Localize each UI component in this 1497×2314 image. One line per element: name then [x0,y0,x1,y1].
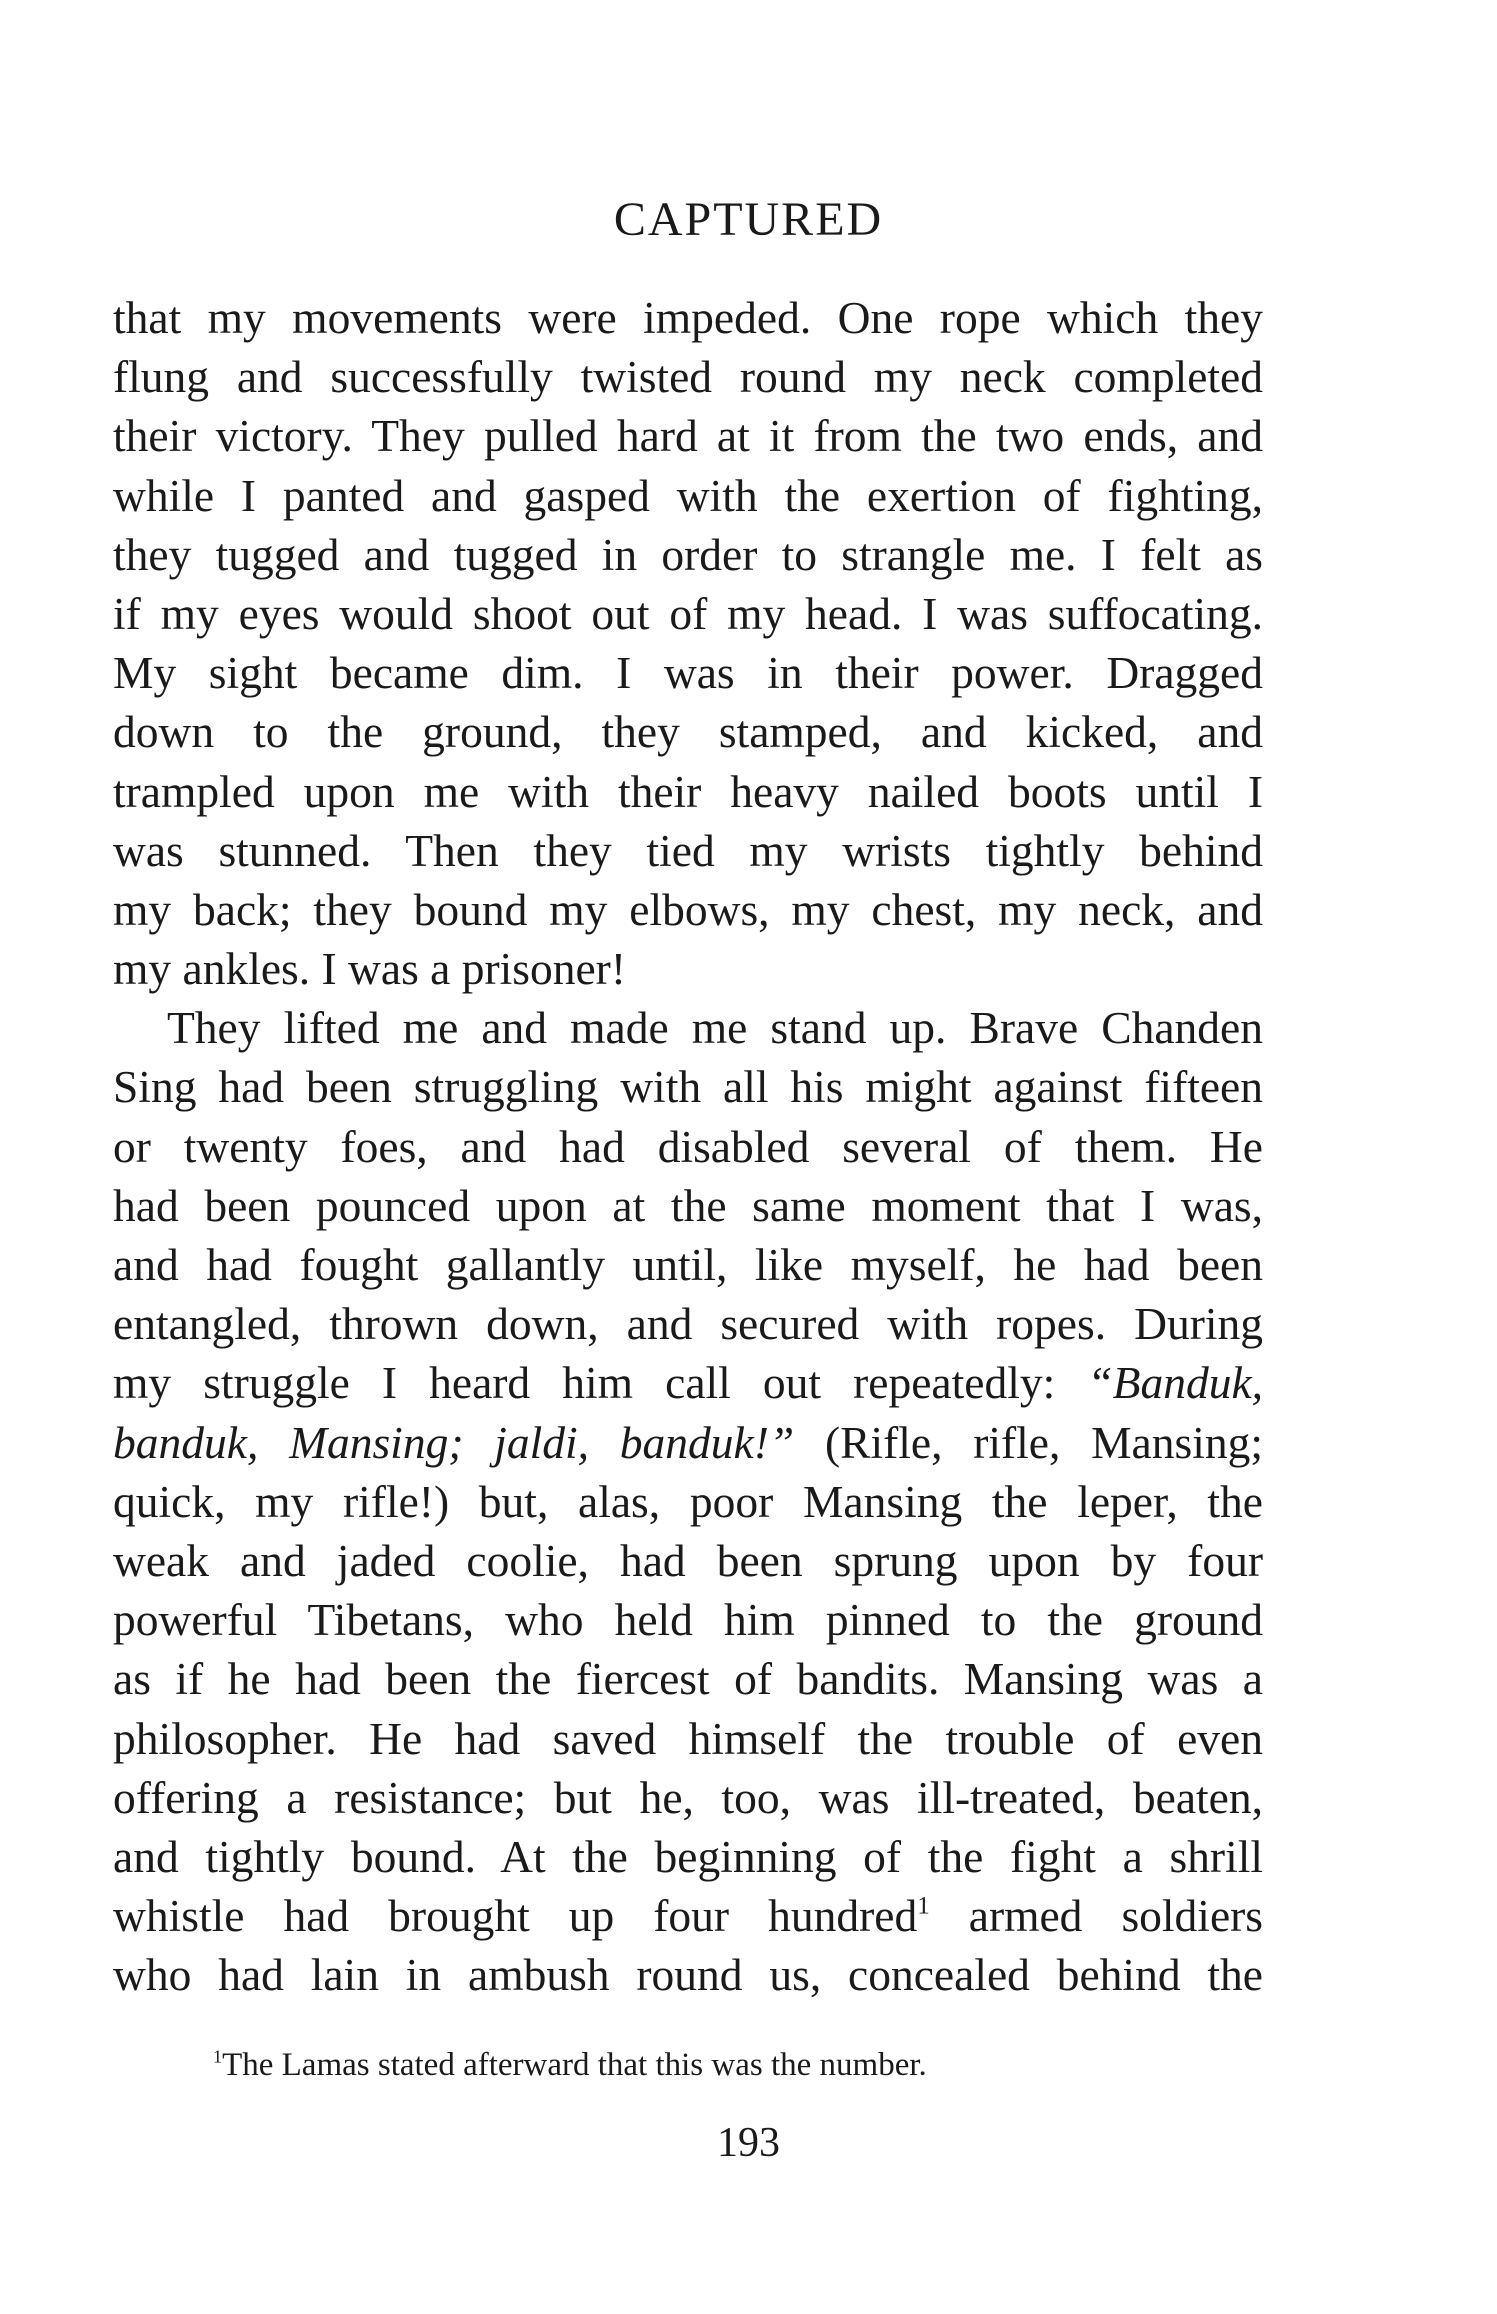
text-line: my back; they bound my elbows, my chest, my neck, and [113,883,1263,935]
text-line: trampled upon me with their heavy nailed boots until I [113,765,1263,817]
text-line: weak and jaded coolie, had been sprung upon by four [113,1534,1263,1586]
text-line: as if he had been the fiercest of bandits. Mansing was a [113,1653,1263,1705]
text-line: entangled, thrown down, and secured with ropes. During [113,1298,1263,1350]
text-line: who had lain in ambush round us, concealed behind the [113,1949,1263,2001]
text-line: and had fought gallantly until, like myself, he had been [113,1239,1263,1290]
text-line: was stunned. Then they tied my wrists tightly behind [113,824,1263,876]
text-line: that my movements were impeded. One rope which they [113,292,1263,343]
text-line: while I panted and gasped with the exertion of fighting, [113,469,1263,521]
text-line-with-quote [113,1413,1263,1472]
text-line: quick, my rifle!) but, alas, poor Mansing the leper, the [113,1475,1263,1527]
page-number: 193 [717,2120,780,2166]
footnote [213,2045,927,2085]
text-line: My sight became dim. I was in their power. Dragged [113,647,1263,699]
note-line-before: whistle had brought up four hundred [113,1890,918,1942]
paragraph-end-line: my ankles. I was a prisoner! [113,943,626,995]
footnote-reference: 1 [917,1892,930,1920]
quote-translation: (Rifle, rifle, Mansing; [824,1416,1263,1468]
text-line: philosopher. He had saved himself the trouble of even [113,1712,1263,1764]
text-line: or twenty foes, and had disabled several of them. He [113,1120,1263,1172]
body-text [113,288,1263,2004]
italic-quote: banduk, Mansing; jaldi, banduk!” [113,1416,795,1468]
text-line: powerful Tibetans, who held him pinned to the ground [113,1594,1263,1646]
text-line: if my eyes would shoot out of my head. I was suffocating. [113,587,1263,639]
text-line: Sing had been struggling with all his might against fifteen [113,1061,1263,1113]
text-line: down to the ground, they stamped, and kicked, and [113,706,1263,758]
text-line-with-note [113,1886,1263,1945]
paragraph-start-line: They lifted me and made me stand up. Brave Chanden [167,1002,1263,1054]
footnote-marker: 1 [213,2046,223,2067]
quote-intro: my struggle I heard him call out repeatedly: [113,1357,1056,1409]
text-line: they tugged and tugged in order to strangle me. I felt as [113,528,1263,580]
text-line: and tightly bound. At the beginning of the fight a shrill [113,1830,1263,1882]
text-line: offering a resistance; but he, too, was ill-treated, beaten, [113,1771,1263,1823]
note-line-after: armed soldiers [929,1890,1263,1942]
running-head: CAPTURED [613,193,884,246]
text-line: flung and successfully twisted round my neck completed [113,351,1263,403]
text-line: their victory. They pulled hard at it from the two ends, and [113,410,1263,462]
text-line-with-quote [113,1353,1263,1412]
footnote-text: The Lamas stated afterward that this was the number. [222,2047,927,2083]
text-line: had been pounced upon at the same moment that I was, [113,1179,1263,1231]
italic-quote-start: “Banduk, [1087,1357,1264,1409]
